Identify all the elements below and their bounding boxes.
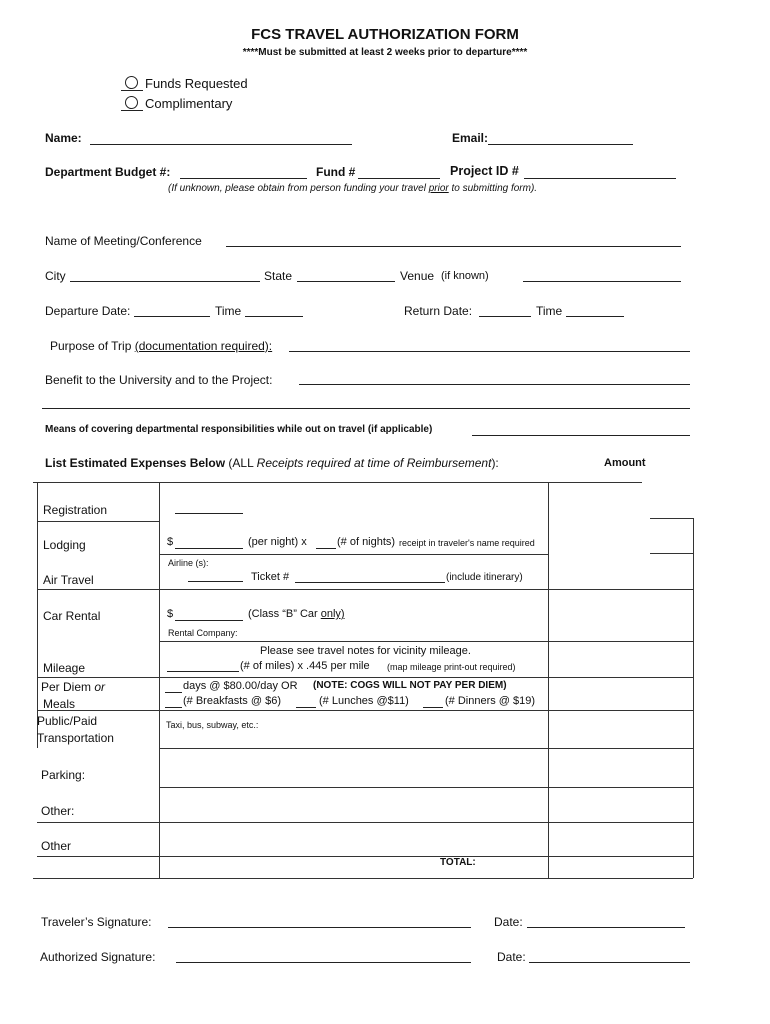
departure-label: Departure Date: — [45, 304, 131, 318]
authorized-date-label: Date: — [497, 950, 526, 964]
row-label-other1: Other: — [41, 804, 75, 818]
row-divider-mileage-detail — [160, 677, 549, 678]
expenses-heading: List Estimated Expenses Below (ALL Receipts required at time of Reimbursement): — [45, 456, 499, 470]
meeting-label: Name of Meeting/Conference — [45, 234, 202, 248]
table-top-border — [33, 482, 552, 483]
row-divider-registration — [37, 521, 160, 522]
row-divider-mileage — [37, 677, 160, 678]
authorized-signature-label: Authorized Signature: — [40, 950, 156, 964]
return-time-label: Time — [536, 304, 563, 318]
row-divider-lodging — [160, 554, 549, 555]
fund-label: Fund # — [316, 165, 356, 179]
means-field[interactable] — [472, 435, 690, 436]
per-diem-days: days @ $80.00/day OR — [183, 680, 298, 692]
total-label: TOTAL: — [440, 857, 476, 868]
row-divider-parking — [160, 787, 693, 788]
row-label-mileage: Mileage — [43, 661, 86, 675]
authorized-date-field[interactable] — [529, 962, 690, 963]
state-field[interactable] — [297, 281, 395, 282]
amount-line-lodging — [650, 553, 693, 554]
project-label: Project ID # — [450, 164, 519, 178]
mileage-note: Please see travel notes for vicinity mileage. — [260, 645, 471, 657]
complimentary-underline — [121, 110, 143, 111]
row-divider-car — [160, 641, 549, 642]
cogs-note: (NOTE: COGS WILL NOT PAY PER DIEM) — [313, 680, 507, 691]
row-divider-public — [160, 748, 693, 749]
mileage-printout-note: (map mileage print-out required) — [387, 662, 516, 672]
table-amount-divider — [548, 482, 549, 878]
name-field[interactable] — [90, 144, 352, 145]
airline-field[interactable] — [188, 581, 243, 582]
traveler-date-label: Date: — [494, 915, 523, 929]
dept-budget-label: Department Budget #: — [45, 165, 171, 179]
row-label-air-travel: Air Travel — [43, 573, 94, 587]
row-label-registration: Registration — [43, 503, 108, 517]
benefit-label: Benefit to the University and to the Project: — [45, 373, 273, 387]
traveler-signature-label: Traveler’s Signature: — [41, 915, 152, 929]
benefit-field-line2[interactable] — [42, 408, 690, 409]
row-label-public-paid: Public/Paid — [37, 714, 98, 728]
itinerary-note: (include itinerary) — [446, 572, 523, 583]
funds-requested-underline — [121, 90, 143, 91]
table-bottom-border — [33, 878, 693, 879]
meeting-field[interactable] — [226, 246, 681, 247]
return-field[interactable] — [479, 316, 531, 317]
state-label: State — [264, 269, 293, 283]
email-label: Email: — [452, 131, 489, 145]
table-right-border — [693, 518, 694, 878]
amount-line-registration — [650, 518, 693, 519]
lunches-label: (# Lunches @$11) — [319, 695, 409, 707]
email-field[interactable] — [488, 144, 633, 145]
city-label: City — [45, 269, 66, 283]
row-label-car-rental: Car Rental — [43, 609, 101, 623]
form-subtitle: ****Must be submitted at least 2 weeks prior to departure**** — [242, 47, 528, 58]
breakfasts-field[interactable] — [165, 707, 182, 708]
table-top-border-amount — [552, 482, 642, 483]
miles-field[interactable] — [167, 671, 239, 672]
venue-note: (if known) — [441, 270, 489, 282]
form-title: FCS TRAVEL AUTHORIZATION FORM — [251, 26, 519, 43]
amount-header: Amount — [604, 457, 646, 469]
city-field[interactable] — [70, 281, 260, 282]
fund-field[interactable] — [358, 178, 440, 179]
funds-requested-label: Funds Requested — [145, 76, 248, 91]
venue-label: Venue — [400, 269, 435, 283]
authorized-signature-field[interactable] — [176, 962, 471, 963]
row-divider-air-detail — [160, 589, 549, 590]
dept-budget-field[interactable] — [180, 178, 307, 179]
car-class: (Class “B” Car only) — [248, 608, 345, 620]
lodging-nights-field[interactable] — [316, 548, 336, 549]
departure-time-field[interactable] — [245, 316, 303, 317]
row-divider-other2 — [37, 856, 693, 857]
airline-label: Airline (s): — [168, 558, 209, 568]
lunches-field[interactable] — [296, 707, 316, 708]
departure-time-label: Time — [215, 304, 242, 318]
row-label-lodging: Lodging — [43, 538, 86, 552]
project-field[interactable] — [524, 178, 676, 179]
amount-line-air — [548, 589, 693, 590]
row-label-per-diem: Per Diem or — [41, 680, 106, 694]
lodging-nights: (# of nights) — [337, 536, 396, 548]
car-dollar: $ — [167, 608, 174, 620]
taxi-label: Taxi, bus, subway, etc.: — [166, 720, 259, 730]
registration-amount-field[interactable] — [175, 513, 243, 514]
purpose-field[interactable] — [289, 351, 690, 352]
table-label-divider — [159, 482, 160, 878]
means-label: Means of covering departmental responsibilities while out on travel (if applicable) — [45, 424, 433, 435]
lodging-dollar: $ — [167, 536, 174, 548]
lodging-receipt-note: receipt in traveler's name required — [399, 538, 535, 548]
dinners-label: (# Dinners @ $19) — [445, 695, 536, 707]
row-divider-air — [37, 589, 160, 590]
amount-line-mileage — [548, 677, 693, 678]
benefit-field[interactable] — [299, 384, 690, 385]
row-label-other2: Other — [41, 839, 72, 853]
return-label: Return Date: — [404, 304, 473, 318]
row-label-parking: Parking: — [41, 768, 86, 782]
row-label-meals: Meals — [43, 697, 76, 711]
row-label-transportation: Transportation — [37, 731, 114, 745]
departure-field[interactable] — [134, 316, 210, 317]
ticket-label: Ticket # — [251, 571, 290, 583]
dinners-field[interactable] — [423, 707, 443, 708]
amount-line-car — [548, 641, 693, 642]
name-label: Name: — [45, 131, 82, 145]
row-divider-perdiem — [37, 710, 693, 711]
breakfasts-label: (# Breakfasts @ $6) — [183, 695, 281, 707]
purpose-label: Purpose of Trip (documentation required): — [50, 339, 273, 353]
return-time-field[interactable] — [566, 316, 624, 317]
traveler-date-field[interactable] — [527, 927, 685, 928]
ticket-field[interactable] — [295, 582, 445, 583]
lodging-per-night: (per night) x — [248, 536, 307, 548]
unknown-note: (If unknown, please obtain from person funding your travel prior to submitting form). — [168, 183, 538, 194]
rental-company-label: Rental Company: — [168, 628, 238, 638]
traveler-signature-field[interactable] — [168, 927, 471, 928]
complimentary-radio[interactable] — [125, 96, 138, 109]
complimentary-label: Complimentary — [145, 96, 233, 111]
days-field[interactable] — [165, 692, 182, 693]
venue-field[interactable] — [523, 281, 681, 282]
miles-label: (# of miles) x .445 per mile — [240, 660, 370, 672]
row-divider-other1 — [37, 822, 693, 823]
lodging-rate-field[interactable] — [175, 548, 243, 549]
funds-requested-radio[interactable] — [125, 76, 138, 89]
car-rate-field[interactable] — [175, 620, 243, 621]
